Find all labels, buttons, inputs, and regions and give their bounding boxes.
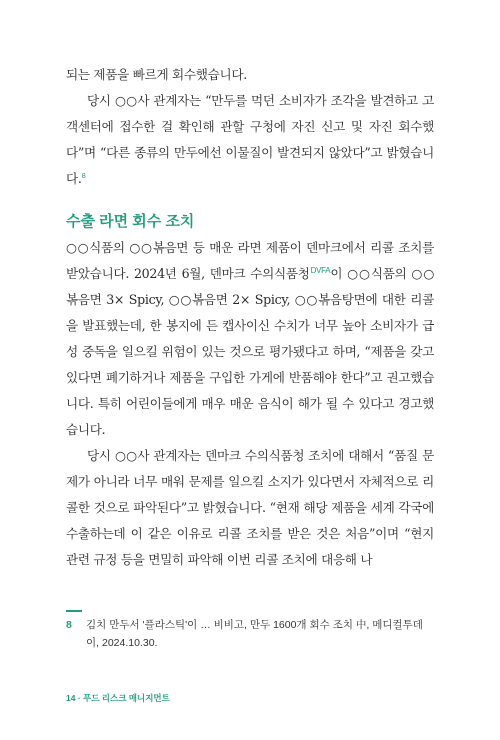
paragraph-company-statement: 당시 ○○사 관계자는 덴마크 수의식품청 조치에 대해서 “품질 문제가 아니라 너무 매워 문제를 일으킬 소지가 있다면서 자체적으로 리콜한 것으로 파악된다”고 밝혔습니다. “현재 해당 제품을 세계 각국에 수출하는데 이 같은 이유로 리콜 조치를 받은 것은 처음”이며 “현지 관련 규정 등을 면밀히 파악해 이번 리콜 조치에 대응해 나 (66, 448, 434, 567)
paragraph-recall-text-a: ○○식품의 ○○볶음면 등 매운 라면 제품이 덴마크에서 리콜 조치를 받았습니다. 2024년 6월, 덴마크 수의식품청 (66, 240, 434, 281)
section-heading: 수출 라면 회수 조치 (66, 213, 195, 230)
paragraph-quote (66, 88, 434, 192)
paragraph-recall (66, 235, 434, 443)
page-folio: 14 · 푸드 리스크 매니지먼트 (66, 693, 170, 703)
footnote-reference: 8 (81, 170, 86, 180)
footnote (66, 616, 434, 652)
footnote-text: 김치 만두서 '플라스틱'이 … 비비고, 만두 1600개 회수 조치 中, 메디컬투데이, 2024.10.30. (86, 619, 423, 649)
body-block-top (66, 62, 434, 192)
footnote-divider (66, 610, 82, 612)
paragraph-recall-text-b: 이 ○○식품의 ○○볶음면 3× Spicy, ○○볶음면 2× Spicy, ○○볶음탕면에 대한 리콜을 발표했는데, 한 봉지에 든 캡사이신 수치가 너무 높아 소비자가 급성 중독을 일으킬 위험이 있는 것으로 평가됐다고 하며, “제품을 갖고 있다면 폐기하거나 제품을 구입한 가게에 반품해야 한다”고 권고했습니다. 특히 어린이들에게 매우 매운 음식이 해가 될 수 있다고 경고했습니다. (66, 266, 435, 437)
footnote-number: 8 (66, 619, 72, 631)
body-block-main (66, 235, 434, 573)
paragraph-continuation: 되는 제품을 빠르게 회수했습니다. (66, 67, 247, 82)
paragraph-quote-text: 당시 ○○사 관계자는 “만두를 먹던 소비자가 조각을 발견하고 고객센터에 접수한 걸 확인해 관할 구청에 자진 신고 및 자진 회수했다”며 “다른 종류의 만두에선 이물질이 발견되지 않았다”고 밝혔습니다. (66, 93, 434, 186)
abbreviation-label: DVFA (310, 265, 331, 275)
